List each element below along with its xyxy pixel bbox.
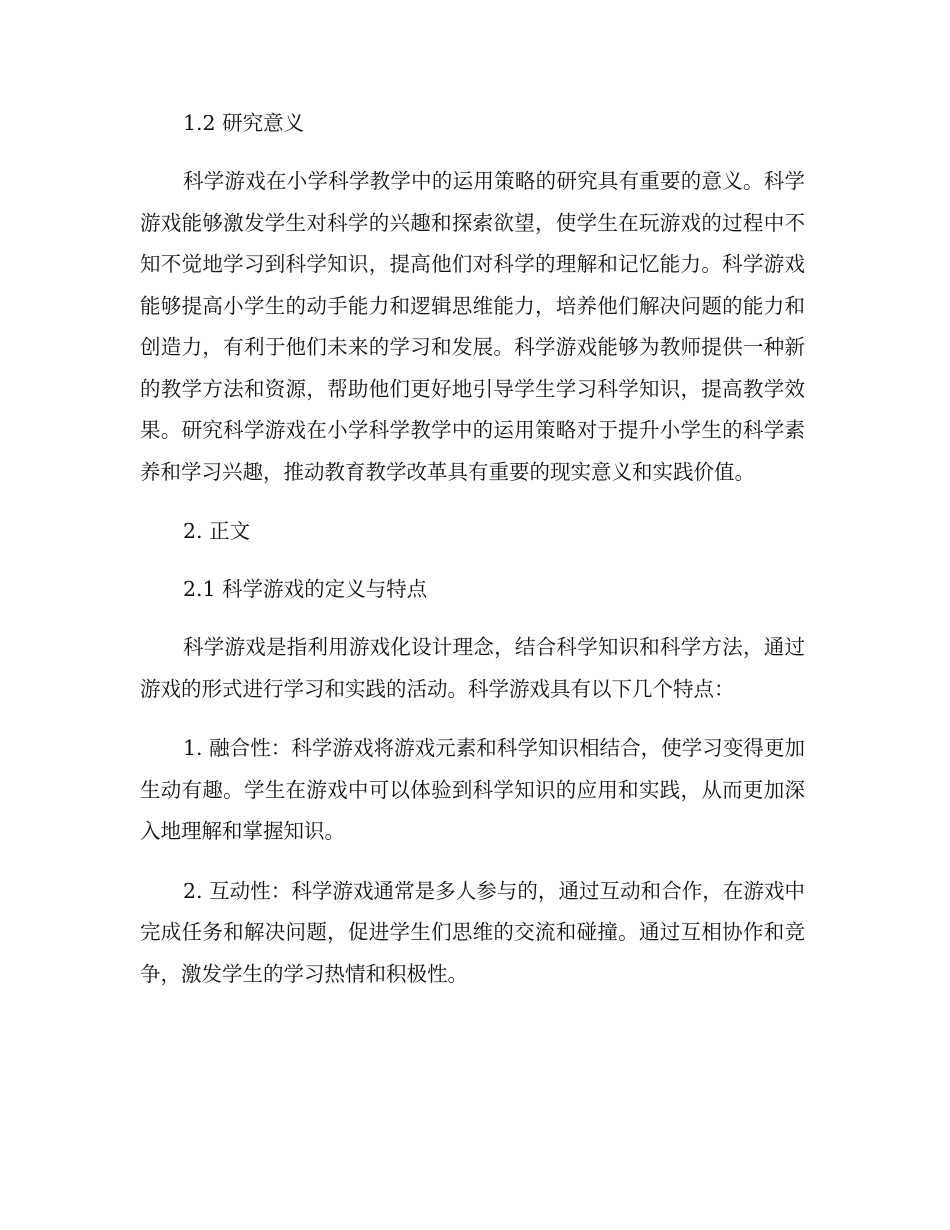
paragraph-feature-integration: 1. 融合性：科学游戏将游戏元素和科学知识相结合，使学习变得更加生动有趣。学生在游戏中可以体验到科学知识的应用和实践，从而更加深入地理解和掌握知识。 xyxy=(140,736,805,843)
paragraph-definition: 科学游戏是指利用游戏化设计理念，结合科学知识和科学方法，通过游戏的形式进行学习和实践的活动。科学游戏具有以下几个特点： xyxy=(140,635,805,701)
section-heading-main-text: 2. 正文 xyxy=(183,519,251,543)
section-heading-research-significance: 1.2 研究意义 xyxy=(183,111,305,135)
section-heading-definition-features: 2.1 科学游戏的定义与特点 xyxy=(183,577,428,601)
paragraph-feature-interactivity: 2. 互动性：科学游戏通常是多人参与的，通过互动和合作，在游戏中完成任务和解决问题，促进学生们思维的交流和碰撞。通过互相协作和竞争，激发学生的学习热情和积极性。 xyxy=(140,878,805,986)
paragraph-research-significance: 科学游戏在小学科学教学中的运用策略的研究具有重要的意义。科学游戏能够激发学生对科学的兴趣和探索欲望，使学生在玩游戏的过程中不知不觉地学习到科学知识，提高他们对科学的理解和记忆能力。科学游戏能够提高小学生的动手能力和逻辑思维能力，培养他们解决问题的能力和创造力，有利于他们未来的学习和发展。科学游戏能够为教师提供一种新的教学方法和资源，帮助他们更好地引导学生学习科学知识，提高教学效果。研究科学游戏在小学科学教学中的运用策略对于提升小学生的科学素养和学习兴趣，推动教育教学改革具有重要的现实意义和实践价值。 xyxy=(140,169,805,484)
document-body xyxy=(140,103,805,995)
